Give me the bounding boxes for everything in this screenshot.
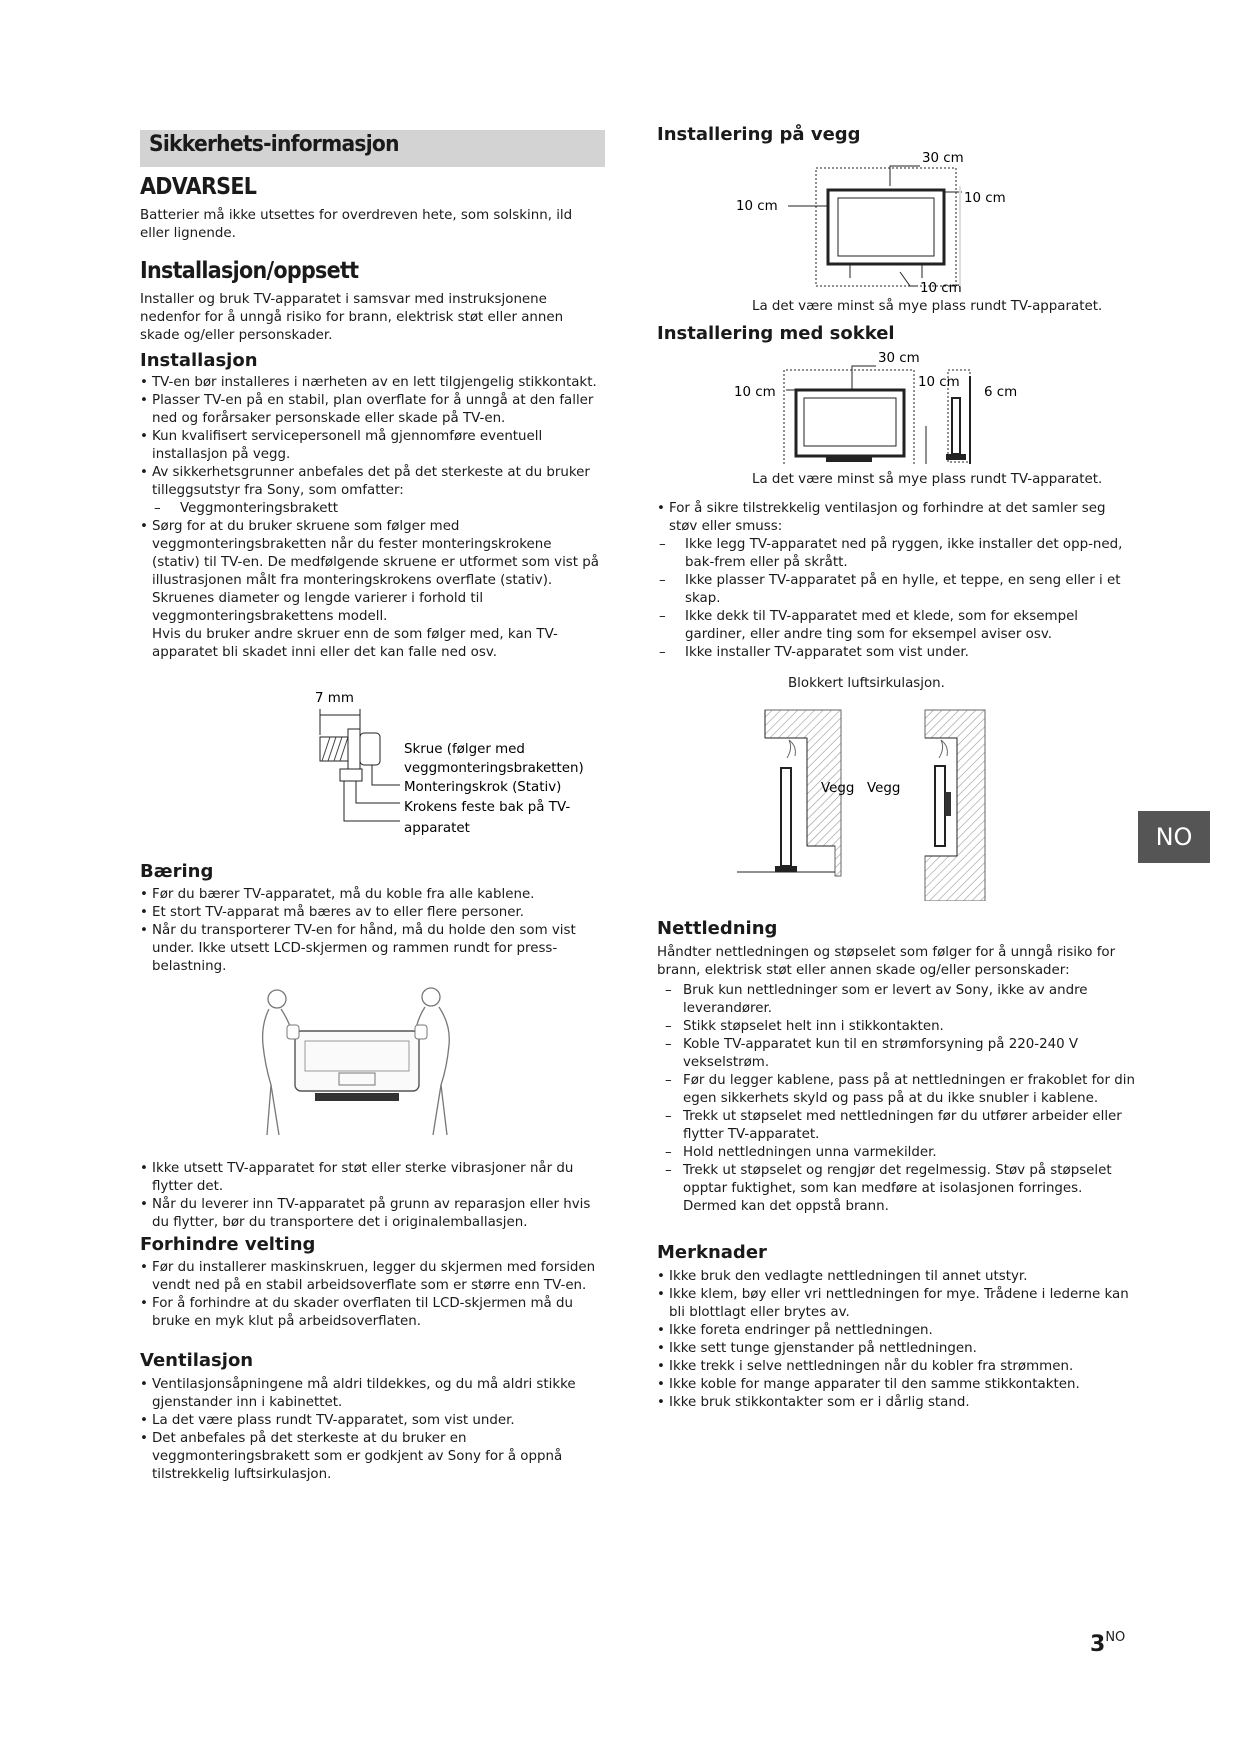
list-item: • La det være plass rundt TV-apparatet, som vist under. [140, 1412, 610, 1430]
stand-side-label: 6 cm [984, 385, 1018, 400]
list-item: – Trekk ut støpselet med nettledningen før du utfører arbeider eller flytter TV-apparatet. [657, 1108, 1137, 1144]
screw-label-2: Monteringskrok (Stativ) [404, 780, 562, 795]
blocked-air-diagram [735, 696, 1010, 901]
leader-line [890, 166, 920, 186]
tv-side-view [935, 766, 945, 846]
list-item: • Før du bærer TV-apparatet, må du koble fra alle kablene. [140, 886, 600, 904]
installasjon-list-2 [140, 518, 600, 662]
hand-right [415, 1025, 427, 1039]
list-item [140, 518, 600, 662]
screw-diagram [300, 685, 620, 845]
advarsel-text: Batterier må ikke utsettes for overdreven hete, som solskinn, ild eller lignende. [140, 208, 573, 241]
list-item: – Ikke legg TV-apparatet ned på ryggen, ikke installer det opp-ned, bak-frem eller på skrått. [657, 536, 1137, 572]
tv-stand [775, 866, 797, 872]
leader-line [356, 781, 400, 803]
installasjon-sublist [140, 500, 600, 518]
list-item: • Ikke bruk den vedlagte nettledningen til annet utstyr. [657, 1268, 1137, 1286]
stand-left-label: 10 cm [734, 385, 776, 400]
tv-back [295, 1031, 419, 1091]
list-item: – Stikk støpselet helt inn i stikkontakten. [657, 1018, 1137, 1036]
wall-label-2: Vegg [867, 781, 901, 796]
wall-bracket [945, 792, 951, 816]
section-banner [140, 130, 605, 167]
screw-item-text: Sørg for at du bruker skruene som følger med veggmonteringsbraketten når du fester monteringskrokene (stativ) til TV-en. De medfølgende skruene er utformet som vist på illustrasjonen målt fra monteringskrokens overflate (stativ). Skruenes diameter og lengde varierer i forhold til veggmonteringsbrakettens modell. [152, 519, 599, 624]
wall-label-1: Vegg [821, 781, 855, 796]
list-item: • Ikke sett tunge gjenstander på nettledningen. [657, 1340, 1137, 1358]
list-item: • For å forhindre at du skader overflaten til LCD-skjermen må du bruke en myk klut på arbeidsoverflaten. [140, 1295, 600, 1331]
screw-label-3b: apparatet [404, 821, 470, 836]
page-number-value: 3 [1090, 1632, 1106, 1657]
screw-label-3: Krokens feste bak på TV- [404, 800, 571, 815]
language-tab-label: NO [1155, 823, 1193, 851]
hook-fastener [340, 769, 362, 781]
vent-intro-list [657, 500, 1137, 536]
forhindre-heading: Forhindre velting [140, 1234, 316, 1255]
wall-top-label: 30 cm [922, 151, 964, 166]
forhindre-list [140, 1259, 600, 1331]
list-item: • Ventilasjonsåpningene må aldri tildekkes, og du må aldri stikke gjenstander inn i kabinettet. [140, 1376, 610, 1412]
leader-line [344, 781, 400, 821]
tv-side-view [781, 768, 791, 866]
page-number-suffix: NO [1105, 1630, 1126, 1645]
tv-side-view [952, 398, 960, 454]
banner-title: Sikkerhets-informasjon [149, 132, 399, 157]
advarsel-heading: ADVARSEL [140, 174, 257, 200]
vent-block [657, 500, 1137, 662]
list-item: • Ikke klem, bøy eller vri nettledningen for mye. Trådene i lederne kan bli blottlagt eller brytes av. [657, 1286, 1137, 1322]
merknader-heading: Merknader [657, 1242, 767, 1263]
stand-right-label: 10 cm [918, 375, 960, 390]
wall-clearance-diagram [730, 146, 1030, 298]
list-item: • Før du installerer maskinskruen, legger du skjermen med forsiden vendt ned på en stabil arbeidsoverflate som er større enn TV-en. [140, 1259, 600, 1295]
person-right [415, 988, 449, 1135]
language-tab [1138, 811, 1210, 863]
tv-stand-base [315, 1093, 399, 1101]
wall-left-label: 10 cm [736, 199, 778, 214]
list-item: • Av sikkerhetsgrunner anbefales det på det sterkeste at du bruker tilleggsutstyr fra Sony, som omfatter: [140, 464, 600, 500]
list-item: • Plasser TV-en på en stabil, plan overflate for å unngå at den faller ned og forårsaker personskade eller skade på TV-en. [140, 392, 600, 428]
carrying-illustration [255, 985, 465, 1145]
installasjon-heading: Installasjon [140, 350, 258, 371]
wall-caption: La det være minst så mye plass rundt TV-apparatet. [752, 299, 1103, 314]
list-item: – Ikke installer TV-apparatet som vist under. [657, 644, 1137, 662]
list-item: – Ikke dekk til TV-apparatet med et klede, som for eksempel gardiner, eller andre ting som for eksempel aviser osv. [657, 608, 1137, 644]
list-item: – Koble TV-apparatet kun til en strømforsyning på 220-240 V vekselstrøm. [657, 1036, 1137, 1072]
tv-side-stand [946, 454, 966, 460]
list-item: • Ikke foreta endringer på nettledningen. [657, 1322, 1137, 1340]
list-item: • TV-en bør installeres i nærheten av en lett tilgjengelig stikkontakt. [140, 374, 600, 392]
tv-screen-frame [828, 190, 944, 264]
list-item: • Når du transporterer TV-en for hånd, må du holde den som vist under. Ikke utsett LCD-skjermen og rammen rundt for press-belastning. [140, 922, 600, 976]
wall-bottom-label: 10 cm [920, 281, 962, 296]
list-item: – Hold nettledningen unna varmekilder. [657, 1144, 1137, 1162]
merknader-list [657, 1268, 1137, 1412]
list-item: – Bruk kun nettledninger som er levert av Sony, ikke av andre leverandører. [657, 982, 1137, 1018]
blocked-caption: Blokkert luftsirkulasjon. [788, 676, 945, 691]
screw-label-1: Skrue (følger med [404, 742, 525, 757]
nettledning-intro: Håndter nettledningen og støpselet som følger for å unngå risiko for brann, elektrisk støt eller annen skade og/eller personskader: [657, 945, 1116, 978]
list-item: – Veggmonteringsbrakett [152, 500, 600, 518]
install-heading: Installasjon/oppsett [140, 258, 359, 284]
installasjon-list-block [140, 374, 600, 662]
mounting-hook [348, 729, 360, 769]
list-item: • Kun kvalifisert servicepersonell må gjennomføre eventuell installasjon på vegg. [140, 428, 600, 464]
list-item: • Et stort TV-apparat må bæres av to eller flere personer. [140, 904, 600, 922]
nettledning-list [657, 982, 1137, 1216]
baering-list [140, 886, 600, 976]
air-flow [787, 740, 795, 758]
list-item: • Ikke koble for mange apparater til den samme stikkontakten. [657, 1376, 1137, 1394]
vent-dash-list [657, 536, 1137, 662]
screw-head [360, 733, 380, 765]
ventilasjon-heading: Ventilasjon [140, 1350, 254, 1371]
ventilasjon-list [140, 1376, 610, 1484]
tv-stand [826, 456, 872, 462]
page-number [1090, 1630, 1125, 1657]
screw-note-text: Hvis du bruker andre skruer enn de som følger med, kan TV-apparatet bli skadet inni eller det kan falle ned osv. [152, 627, 558, 660]
stand-caption: La det være minst så mye plass rundt TV-apparatet. [752, 472, 1103, 487]
list-item: – Ikke plasser TV-apparatet på en hylle, et teppe, en seng eller i et skap. [657, 572, 1137, 608]
list-item: • Ikke utsett TV-apparatet for støt eller sterke vibrasjoner når du flytter det. [140, 1160, 600, 1196]
person-left [263, 990, 293, 1135]
list-item: – Før du legger kablene, pass på at nettledningen er frakoblet for din egen sikkerhets skyld og pass på at du ikke snubler i kablene. [657, 1072, 1137, 1108]
install-intro: Installer og bruk TV-apparatet i samsvar med instruksjonene nedenfor for å unngå risiko for brann, elektrisk støt eller annen skade og/eller personskader. [140, 292, 564, 343]
list-item: • Det anbefales på det sterkeste at du bruker en veggmonteringsbrakett som er godkjent av Sony for å oppnå tilstrekkelig luftsirkulasjon. [140, 1430, 610, 1484]
air-flow [939, 740, 947, 758]
baering-list-2 [140, 1160, 600, 1232]
hand-left [287, 1025, 299, 1039]
list-item: • Ikke trekk i selve nettledningen når du kobler fra strømmen. [657, 1358, 1137, 1376]
screw-measure: 7 mm [315, 691, 354, 706]
stand-heading: Installering med sokkel [657, 323, 895, 344]
stand-clearance-diagram [730, 346, 1030, 468]
baering-heading: Bæring [140, 861, 214, 882]
leader-line [900, 272, 918, 286]
list-item: • Ikke bruk stikkontakter som er i dårlig stand. [657, 1394, 1137, 1412]
installasjon-list [140, 374, 600, 500]
wall-right-label: 10 cm [964, 191, 1006, 206]
list-item: • For å sikre tilstrekkelig ventilasjon og forhindre at det samler seg støv eller smuss: [657, 500, 1137, 536]
nettledning-heading: Nettledning [657, 918, 778, 939]
stand-top-label: 30 cm [878, 351, 920, 366]
list-item: • Når du leverer inn TV-apparatet på grunn av reparasjon eller hvis du flytter, bør du transportere det i originalemballasjen. [140, 1196, 600, 1232]
wall-heading: Installering på vegg [657, 124, 861, 145]
leader-line [372, 765, 400, 785]
list-item: – Trekk ut støpselet og rengjør det regelmessig. Støv på støpselet opptar fuktighet, som kan medføre at isolasjonen forringes. Dermed kan det oppstå brann. [657, 1162, 1137, 1216]
screw-label-1b: veggmonteringsbraketten) [404, 761, 584, 776]
